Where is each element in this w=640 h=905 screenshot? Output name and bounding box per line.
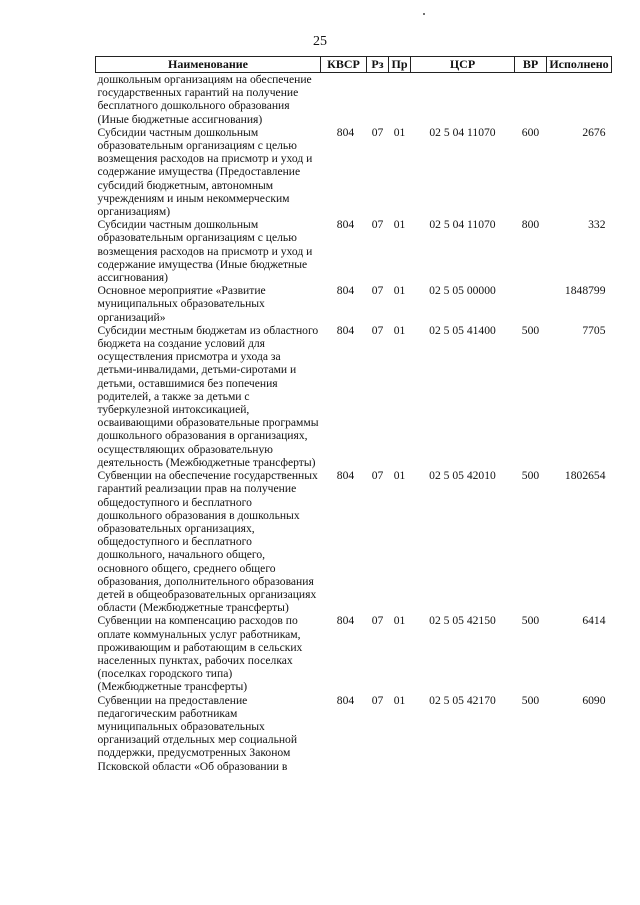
row-name: дошкольным организациям на обеспечение государственных гарантий на получение бесплатного дошкольного образования (Иные бюджетные ассигнования) (96, 73, 321, 126)
table-row (96, 694, 612, 773)
scan-dot-mark (423, 13, 425, 15)
row-pr: 01 (393, 693, 406, 707)
row-kvsr: 804 (336, 614, 355, 628)
row-isp: 7705 (582, 323, 606, 337)
row-vr: 500 (521, 693, 540, 707)
row-rz: 07 (371, 218, 384, 232)
row-pr: 01 (393, 218, 406, 232)
row-kvsr: 804 (336, 218, 355, 232)
row-isp: 6090 (582, 693, 606, 707)
table-row (96, 284, 612, 324)
row-isp: 1802654 (564, 469, 606, 483)
row-pr: 01 (393, 469, 406, 483)
table-row (96, 73, 612, 126)
header-name: Наименование (96, 57, 321, 73)
row-csr: 02 5 05 42010 (429, 469, 496, 483)
row-rz: 07 (371, 693, 384, 707)
row-rz: 07 (371, 125, 384, 139)
row-kvsr: 804 (336, 693, 355, 707)
row-name: Субсидии частным дошкольным образовательным организациям с целью возмещения расходов на присмотр и уход и содержание имущества (Иные бюджетные ассигнования) (97, 218, 313, 285)
row-csr (411, 73, 515, 126)
row-kvsr: 804 (336, 284, 355, 298)
row-csr: 02 5 05 00000 (429, 284, 496, 298)
row-rz: 07 (371, 469, 384, 483)
row-vr: 500 (521, 614, 540, 628)
table-header-row (96, 57, 612, 73)
row-isp: 1848799 (564, 284, 606, 298)
budget-execution-table (95, 56, 612, 773)
row-isp (547, 73, 612, 126)
table-row (96, 126, 612, 218)
row-pr: 01 (393, 284, 406, 298)
table-row (96, 469, 612, 614)
row-vr (515, 284, 547, 324)
header-isp: Исполнено (547, 57, 612, 73)
header-kvsr: КВСР (321, 57, 367, 73)
row-isp: 2676 (582, 125, 606, 139)
row-vr: 800 (521, 218, 540, 232)
row-kvsr: 804 (336, 323, 355, 337)
row-csr: 02 5 05 41400 (429, 323, 496, 337)
table-row (96, 218, 612, 284)
row-csr: 02 5 05 42170 (429, 693, 496, 707)
row-pr: 01 (393, 125, 406, 139)
row-name: Субвенции на обеспечение государственных гарантий реализации прав на получение общедоступного и бесплатного дошкольного образования в дошкольных образовательных организациях, общедоступного и бесплатного дошкольного, начального общего, основного общего, среднего общего образования, дополнительного образования детей в общеобразовательных организациях области (Межбюджетные трансферты) (97, 469, 318, 615)
row-isp: 332 (588, 218, 606, 232)
header-csr: ЦСР (411, 57, 515, 73)
row-csr: 02 5 04 11070 (429, 125, 496, 139)
header-vr: ВР (515, 57, 547, 73)
row-vr: 500 (521, 323, 540, 337)
row-vr: 600 (521, 125, 540, 139)
row-name: Субсидии местным бюджетам из областного бюджета на создание условий для осуществления присмотра и ухода за детьми-инвалидами, детьми-сиротами и детьми, оставшимися без попечения родителей, а также за детьми с туберкулезной интоксикацией, осваивающими образовательные программы дошкольного образования в организациях, осуществляющих образовательную деятельность (Межбюджетные трансферты) (97, 323, 319, 469)
row-kvsr: 804 (336, 469, 355, 483)
row-rz: 07 (371, 614, 384, 628)
row-csr: 02 5 04 11070 (429, 218, 496, 232)
row-pr (389, 73, 411, 126)
table-row (96, 614, 612, 693)
row-name: Субсидии частным дошкольным образовательным организациям с целью возмещения расходов на присмотр и уход и содержание имущества (Предоставление субсидий бюджетным, автономным учреждениям и иным некоммерческим организациям) (97, 125, 313, 219)
header-rz: Рз (367, 57, 389, 73)
row-pr: 01 (393, 614, 406, 628)
row-vr: 500 (521, 469, 540, 483)
row-vr (515, 73, 547, 126)
header-pr: Пр (389, 57, 411, 73)
row-isp: 6414 (582, 614, 606, 628)
page-number: 25 (313, 34, 327, 49)
row-kvsr (321, 73, 367, 126)
row-rz: 07 (371, 323, 384, 337)
row-kvsr: 804 (336, 125, 355, 139)
row-rz (367, 73, 389, 126)
row-pr: 01 (393, 323, 406, 337)
row-rz: 07 (371, 284, 384, 298)
table-row (96, 324, 612, 469)
row-name: Субвенции на компенсацию расходов по оплате коммунальных услуг работникам, проживающим и работающим в сельских населенных пунктах, рабочих поселках (поселках городского типа) (Межбюджетные трансферты) (97, 614, 303, 694)
row-name: Субвенции на предоставление педагогическим работникам муниципальных образовательных организаций отдельных мер социальной поддержки, предусмотренных Законом Псковской области «Об образовании в (97, 693, 298, 773)
row-csr: 02 5 05 42150 (429, 614, 496, 628)
row-name: Основное мероприятие «Развитие муниципальных образовательных организаций» (97, 284, 266, 324)
